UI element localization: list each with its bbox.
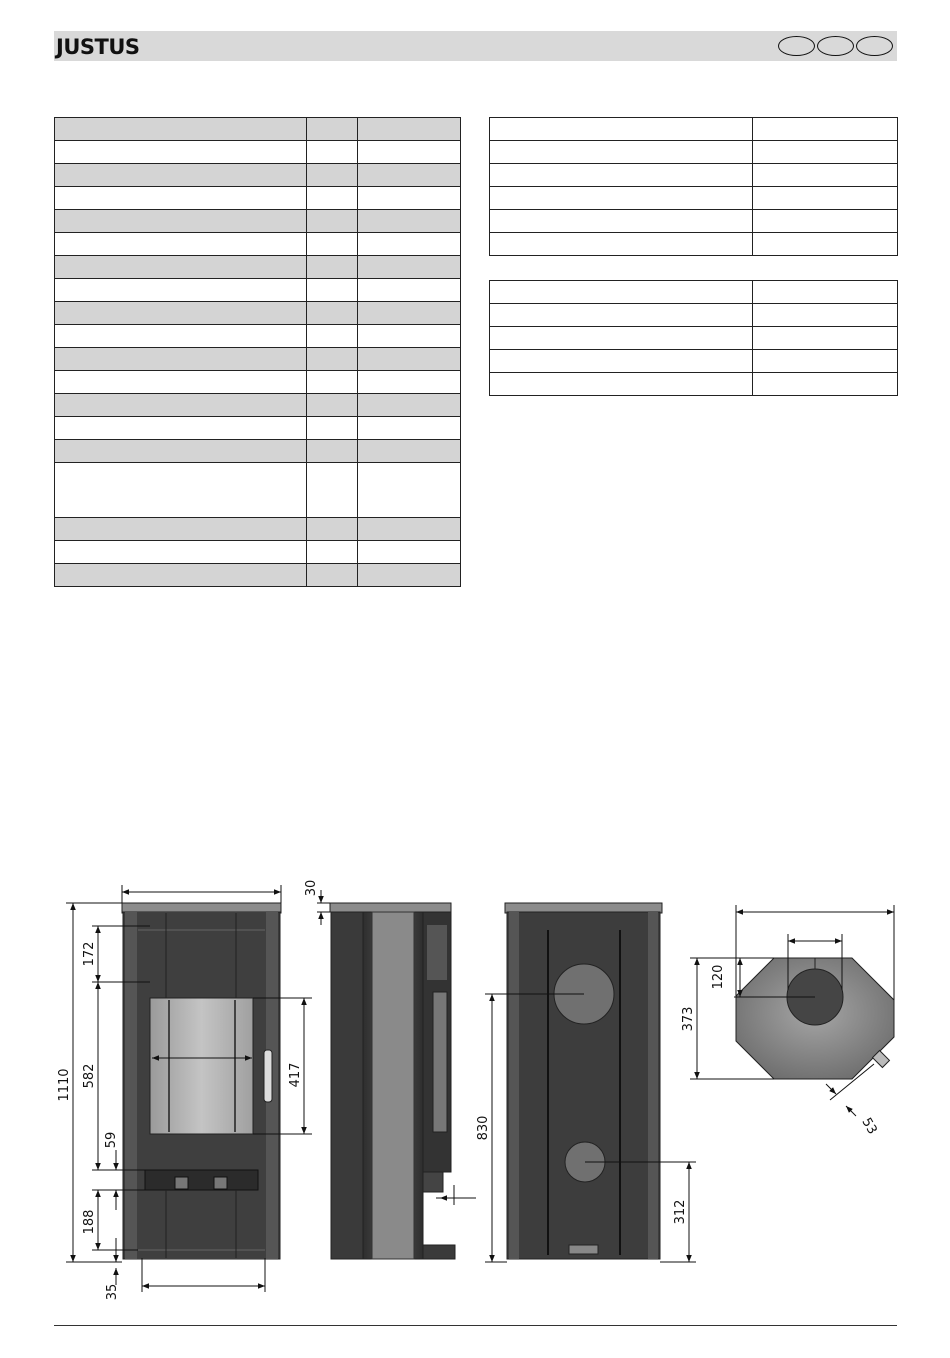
table-cell [55,302,307,325]
table-cell [307,518,358,541]
table-row [490,304,898,327]
table-row [55,348,461,371]
table-cell [307,564,358,587]
table-cell [490,164,753,187]
table-cell [55,279,307,302]
table-cell [358,141,461,164]
dimension-drawings [0,860,950,1320]
table-cell [753,210,898,233]
table-cell [753,118,898,141]
table-cell [753,350,898,373]
table-cell [358,564,461,587]
table-cell [307,371,358,394]
clearance-data-table [489,280,898,396]
table-cell [55,541,307,564]
table-cell [55,118,307,141]
dim-373: 373 [681,1006,696,1032]
top-view [681,905,894,1137]
table-row [55,463,461,518]
table-row [55,141,461,164]
table-row [55,187,461,210]
table-cell [490,233,753,256]
dim-830: 830 [476,1115,491,1141]
table-cell [307,233,358,256]
table-cell [490,118,753,141]
table-cell [490,281,753,304]
table-cell [55,210,307,233]
language-oval-2 [817,36,854,56]
table-cell [358,279,461,302]
table-row [55,210,461,233]
table-cell [55,187,307,210]
table-row [55,440,461,463]
table-cell [55,348,307,371]
table-cell [55,325,307,348]
table-row [490,373,898,396]
table-cell [358,210,461,233]
table-cell [358,541,461,564]
table-cell [307,187,358,210]
side-view [304,880,476,1259]
table-cell [358,440,461,463]
table-cell [358,348,461,371]
table-cell [490,327,753,350]
table-cell [753,141,898,164]
table-cell [358,417,461,440]
dim-30: 30 [304,879,319,897]
connection-data-table [489,117,898,256]
table-cell [358,463,461,518]
table-cell [358,394,461,417]
front-view [57,885,312,1300]
dim-417: 417 [288,1062,303,1088]
table-cell [307,463,358,518]
table-row [55,518,461,541]
table-cell [307,302,358,325]
table-row [55,541,461,564]
table-cell [55,564,307,587]
table-cell [490,141,753,164]
dim-582: 582 [82,1063,97,1089]
table-cell [358,518,461,541]
table-cell [753,373,898,396]
table-cell [307,256,358,279]
table-cell [55,518,307,541]
table-cell [753,164,898,187]
table-row [490,233,898,256]
table-cell [490,187,753,210]
footer-rule [54,1325,897,1326]
table-row [490,164,898,187]
table-row [55,325,461,348]
table-row [55,118,461,141]
table-cell [753,233,898,256]
table-cell [307,164,358,187]
table-row [55,233,461,256]
back-view [476,903,696,1262]
technical-data-table [54,117,461,587]
table-cell [490,373,753,396]
table-cell [307,440,358,463]
table-cell [753,187,898,210]
language-oval-1 [778,36,815,56]
table-cell [490,350,753,373]
table-cell [55,463,307,518]
table-cell [55,394,307,417]
table-row [490,141,898,164]
table-row [55,394,461,417]
table-row [55,302,461,325]
table-cell [490,304,753,327]
table-cell [55,141,307,164]
table-row [55,564,461,587]
table-row [490,350,898,373]
table-cell [753,304,898,327]
table-cell [307,325,358,348]
table-cell [358,233,461,256]
table-row [490,210,898,233]
table-row [490,327,898,350]
language-oval-3 [856,36,893,56]
table-cell [753,327,898,350]
table-row [490,187,898,210]
language-ovals [778,36,893,56]
dim-312: 312 [673,1199,688,1225]
table-cell [55,164,307,187]
brand-logo: JUSTUS [56,35,140,59]
table-cell [358,325,461,348]
dim-1110: 1110 [57,1068,72,1102]
table-cell [358,256,461,279]
table-row [55,279,461,302]
table-row [55,417,461,440]
table-cell [307,541,358,564]
table-cell [307,210,358,233]
table-row [490,118,898,141]
dim-35: 35 [105,1283,120,1301]
table-cell [55,440,307,463]
table-cell [307,118,358,141]
table-row [55,256,461,279]
table-cell [307,141,358,164]
table-cell [307,279,358,302]
table-cell [55,233,307,256]
table-cell [358,118,461,141]
dim-53: 53 [858,1115,880,1138]
table-cell [307,394,358,417]
table-cell [307,417,358,440]
table-cell [753,281,898,304]
dim-59: 59 [104,1131,119,1149]
table-cell [358,164,461,187]
table-cell [358,371,461,394]
table-row [55,164,461,187]
table-cell [55,256,307,279]
header-bar [54,31,897,61]
table-cell [358,302,461,325]
table-cell [307,348,358,371]
dim-188: 188 [82,1209,97,1235]
table-cell [55,371,307,394]
table-cell [490,210,753,233]
table-row [490,281,898,304]
table-cell [358,187,461,210]
table-cell [55,417,307,440]
dim-172: 172 [82,941,97,967]
dim-120: 120 [711,964,726,990]
table-row [55,371,461,394]
